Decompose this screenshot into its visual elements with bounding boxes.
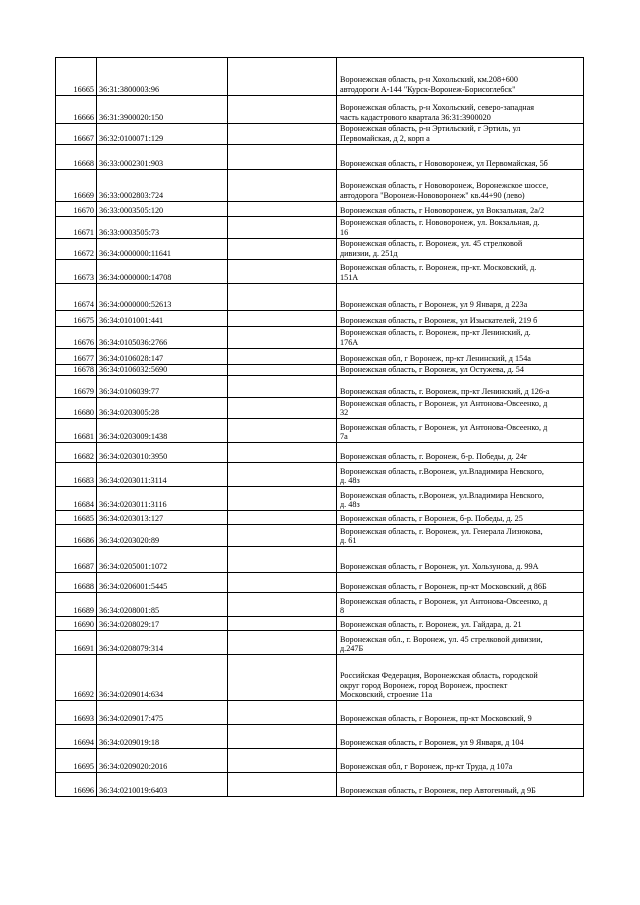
- address: Российская Федерация, Воронежская область, городской округ город Воронеж, город Воронеж, проспект Московский, строение 11а: [337, 655, 584, 701]
- cadastral-number: 36:34:0206001:5445: [97, 573, 228, 593]
- cadastral-table: [55, 57, 584, 797]
- address: Воронежская область, г. Воронеж, пр-кт Ленинский, д 126-а: [337, 376, 584, 398]
- empty-cell: [228, 463, 337, 487]
- address: Воронежская область, г Воронеж, пр-кт Московский, 9: [337, 701, 584, 725]
- table-row: [56, 349, 584, 365]
- empty-cell: [228, 701, 337, 725]
- address: Воронежская область, р-н Хохольский, км.208+600 автодороги А-144 "Курск-Воронеж-Борисоглебск": [337, 58, 584, 96]
- address: Воронежская область, г Нововоронеж, ул Первомайская, 5б: [337, 145, 584, 170]
- row-number: 16675: [56, 311, 97, 327]
- address: Воронежская область, р-н Хохольский, северо-западная часть кадастрового квартала 36:31:3900020: [337, 96, 584, 124]
- table-row: [56, 749, 584, 773]
- address: Воронежская область, г Воронеж, б-р. Победы, д. 25: [337, 511, 584, 525]
- empty-cell: [228, 525, 337, 547]
- cadastral-number: 36:34:0106032:5690: [97, 365, 228, 376]
- row-number: 16684: [56, 487, 97, 511]
- empty-cell: [228, 124, 337, 145]
- empty-cell: [228, 376, 337, 398]
- row-number: 16692: [56, 655, 97, 701]
- cadastral-number: 36:33:0002301:903: [97, 145, 228, 170]
- row-number: 16671: [56, 217, 97, 239]
- cadastral-number: 36:34:0000000:52613: [97, 284, 228, 311]
- cadastral-number: 36:34:0209014:634: [97, 655, 228, 701]
- cadastral-number: 36:34:0203009:1438: [97, 419, 228, 443]
- row-number: 16681: [56, 419, 97, 443]
- table-row: [56, 725, 584, 749]
- address: Воронежская область, г Воронеж, ул Антонова-Овсеенко, д 7а: [337, 419, 584, 443]
- table-row: [56, 58, 584, 96]
- row-number: 16695: [56, 749, 97, 773]
- address: Воронежская область, г Воронеж, ул Остужева, д. 54: [337, 365, 584, 376]
- address: Воронежская обл, г Воронеж, пр-кт Труда, д 107а: [337, 749, 584, 773]
- table-row: [56, 511, 584, 525]
- address: Воронежская область, г Нововоронеж, Воронежское шоссе, автодорога "Воронеж-Нововоронеж" кв.44+90 (лево): [337, 170, 584, 202]
- row-number: 16690: [56, 617, 97, 631]
- cadastral-number: 36:33:0003505:73: [97, 217, 228, 239]
- row-number: 16687: [56, 547, 97, 573]
- empty-cell: [228, 349, 337, 365]
- row-number: 16678: [56, 365, 97, 376]
- cadastral-number: 36:34:0000000:11641: [97, 239, 228, 260]
- empty-cell: [228, 58, 337, 96]
- empty-cell: [228, 487, 337, 511]
- row-number: 16680: [56, 398, 97, 419]
- cadastral-number: 36:34:0209017:475: [97, 701, 228, 725]
- row-number: 16666: [56, 96, 97, 124]
- table-row: [56, 145, 584, 170]
- cadastral-number: 36:34:0208001:85: [97, 593, 228, 617]
- table-row: [56, 631, 584, 655]
- empty-cell: [228, 617, 337, 631]
- address: Воронежская область, г Воронеж, ул Изыскателей, 219 б: [337, 311, 584, 327]
- cadastral-number: 36:34:0208029:17: [97, 617, 228, 631]
- cadastral-number: 36:34:0209020:2016: [97, 749, 228, 773]
- table-row: [56, 170, 584, 202]
- row-number: 16696: [56, 773, 97, 797]
- row-number: 16686: [56, 525, 97, 547]
- address: Воронежская область, г Воронеж, ул. Хользунова, д. 99А: [337, 547, 584, 573]
- empty-cell: [228, 573, 337, 593]
- address: Воронежская область, г.Воронеж, ул.Владимира Невского, д. 48з: [337, 487, 584, 511]
- address: Воронежская обл, г Воронеж, пр-кт Ленинский, д 154а: [337, 349, 584, 365]
- empty-cell: [228, 631, 337, 655]
- empty-cell: [228, 327, 337, 349]
- table-row: [56, 573, 584, 593]
- table-row: [56, 463, 584, 487]
- empty-cell: [228, 96, 337, 124]
- cadastral-number: 36:34:0106028:147: [97, 349, 228, 365]
- table-row: [56, 547, 584, 573]
- empty-cell: [228, 773, 337, 797]
- table-row: [56, 260, 584, 284]
- empty-cell: [228, 547, 337, 573]
- empty-cell: [228, 443, 337, 463]
- empty-cell: [228, 311, 337, 327]
- address: Воронежская область, г Воронеж, ул 9 Января, д 223а: [337, 284, 584, 311]
- table-row: [56, 327, 584, 349]
- row-number: 16667: [56, 124, 97, 145]
- table-row: [56, 365, 584, 376]
- row-number: 16688: [56, 573, 97, 593]
- table-row: [56, 525, 584, 547]
- cadastral-number: 36:34:0203020:89: [97, 525, 228, 547]
- empty-cell: [228, 365, 337, 376]
- row-number: 16669: [56, 170, 97, 202]
- cadastral-number: 36:34:0203011:3114: [97, 463, 228, 487]
- document-page: [55, 57, 583, 797]
- table-row: [56, 202, 584, 217]
- row-number: 16691: [56, 631, 97, 655]
- row-number: 16674: [56, 284, 97, 311]
- empty-cell: [228, 725, 337, 749]
- table-row: [56, 96, 584, 124]
- cadastral-number: 36:33:0003505:120: [97, 202, 228, 217]
- address: Воронежская область, г Воронеж, ул Антонова-Овсеенко, д 32: [337, 398, 584, 419]
- address: Воронежская область, г. Воронеж, пр-кт Ленинский, д. 176А: [337, 327, 584, 349]
- cadastral-number: 36:34:0000000:14708: [97, 260, 228, 284]
- table-row: [56, 773, 584, 797]
- address: Воронежская область, г. Воронеж, ул. Гайдара, д. 21: [337, 617, 584, 631]
- cadastral-number: 36:34:0210019:6403: [97, 773, 228, 797]
- empty-cell: [228, 398, 337, 419]
- address: Воронежская область, г. Воронеж, б-р. Победы, д. 24г: [337, 443, 584, 463]
- address: Воронежская область, г Нововоронеж, ул Вокзальная, 2а/2: [337, 202, 584, 217]
- cadastral-number: 36:34:0105036:2766: [97, 327, 228, 349]
- cadastral-number: 36:33:0002803:724: [97, 170, 228, 202]
- empty-cell: [228, 202, 337, 217]
- table-row: [56, 376, 584, 398]
- row-number: 16670: [56, 202, 97, 217]
- address: Воронежская область, г Воронеж, ул Антонова-Овсеенко, д 8: [337, 593, 584, 617]
- cadastral-number: 36:34:0208079:314: [97, 631, 228, 655]
- table-row: [56, 655, 584, 701]
- table-row: [56, 124, 584, 145]
- row-number: 16694: [56, 725, 97, 749]
- address: Воронежская область, г. Воронеж, ул. Генерала Лизюкова, д. 61: [337, 525, 584, 547]
- row-number: 16683: [56, 463, 97, 487]
- address: Воронежская область, г. Воронеж, ул. 45 стрелковой дивизии, д. 251д: [337, 239, 584, 260]
- address: Воронежская обл., г. Воронеж, ул. 45 стрелковой дивизии, д.247Б: [337, 631, 584, 655]
- table-row: [56, 443, 584, 463]
- table-row: [56, 217, 584, 239]
- empty-cell: [228, 145, 337, 170]
- row-number: 16689: [56, 593, 97, 617]
- empty-cell: [228, 239, 337, 260]
- cadastral-number: 36:32:0100071:129: [97, 124, 228, 145]
- table-row: [56, 284, 584, 311]
- empty-cell: [228, 655, 337, 701]
- empty-cell: [228, 217, 337, 239]
- address: Воронежская область, р-н Эртильский, г Эртиль, ул Первомайская, д 2, корп а: [337, 124, 584, 145]
- table-row: [56, 701, 584, 725]
- table-row: [56, 311, 584, 327]
- empty-cell: [228, 749, 337, 773]
- row-number: 16672: [56, 239, 97, 260]
- cadastral-number: 36:34:0106039:77: [97, 376, 228, 398]
- table-row: [56, 617, 584, 631]
- row-number: 16668: [56, 145, 97, 170]
- cadastral-number: 36:34:0101001:441: [97, 311, 228, 327]
- empty-cell: [228, 284, 337, 311]
- address: Воронежская область, г Воронеж, ул 9 Января, д 104: [337, 725, 584, 749]
- empty-cell: [228, 260, 337, 284]
- cadastral-number: 36:34:0203010:3950: [97, 443, 228, 463]
- row-number: 16673: [56, 260, 97, 284]
- row-number: 16676: [56, 327, 97, 349]
- table-row: [56, 398, 584, 419]
- row-number: 16685: [56, 511, 97, 525]
- cadastral-number: 36:34:0209019:18: [97, 725, 228, 749]
- cadastral-number: 36:31:3900020:150: [97, 96, 228, 124]
- empty-cell: [228, 419, 337, 443]
- cadastral-number: 36:34:0203011:3116: [97, 487, 228, 511]
- address: Воронежская область, г Воронеж, пер Автогенный, д 9Б: [337, 773, 584, 797]
- table-body: [56, 58, 584, 797]
- empty-cell: [228, 170, 337, 202]
- cadastral-number: 36:34:0203013:127: [97, 511, 228, 525]
- row-number: 16679: [56, 376, 97, 398]
- table-row: [56, 487, 584, 511]
- address: Воронежская область, г.Воронеж, ул.Владимира Невского, д. 48з: [337, 463, 584, 487]
- empty-cell: [228, 511, 337, 525]
- address: Воронежская область, г. Воронеж, пр-кт. Московский, д. 151А: [337, 260, 584, 284]
- table-row: [56, 593, 584, 617]
- cadastral-number: 36:34:0205001:1072: [97, 547, 228, 573]
- cadastral-number: 36:34:0203005:28: [97, 398, 228, 419]
- address: Воронежская область, г Воронеж, пр-кт Московский, д 86Б: [337, 573, 584, 593]
- row-number: 16665: [56, 58, 97, 96]
- address: Воронежская область, г. Нововоронеж, ул. Вокзальная, д. 16: [337, 217, 584, 239]
- empty-cell: [228, 593, 337, 617]
- row-number: 16682: [56, 443, 97, 463]
- cadastral-number: 36:31:3800003:96: [97, 58, 228, 96]
- table-row: [56, 419, 584, 443]
- row-number: 16693: [56, 701, 97, 725]
- table-row: [56, 239, 584, 260]
- row-number: 16677: [56, 349, 97, 365]
